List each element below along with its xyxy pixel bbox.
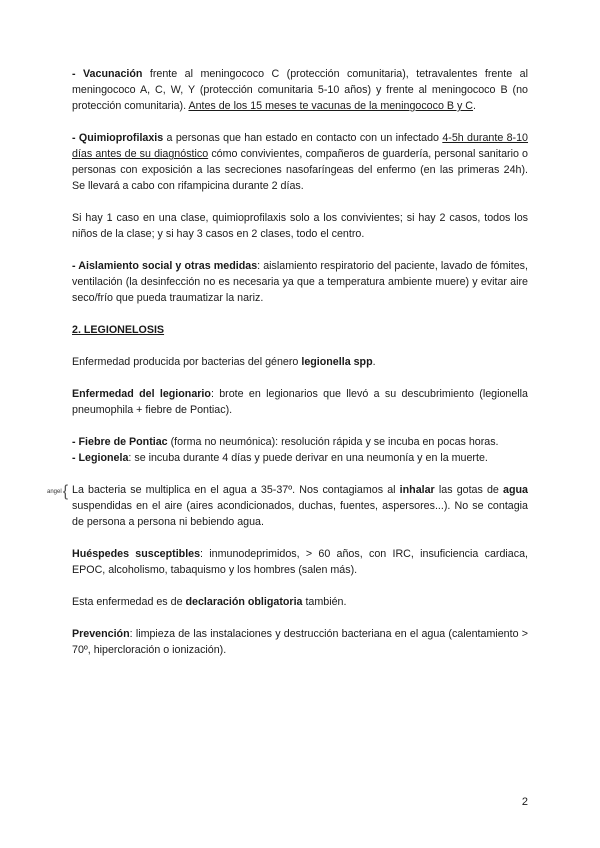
casos-paragraph: Si hay 1 caso en una clase, quimioprofilaxis solo a los convivientes; si hay 2 casos, todos los niños de la clase; y si hay 3 casos en 2 clases, todo el centro. — [72, 212, 528, 240]
pontiac-term: - Fiebre de Pontiac — [72, 436, 168, 448]
declaracion-bold: declaración obligatoria — [185, 596, 303, 608]
transmision-bold-a: inhalar — [399, 484, 435, 496]
aislamiento-paragraph — [72, 258, 528, 306]
comment-brace-icon: { — [62, 483, 69, 500]
declaracion-text: Esta enfermedad es de — [72, 596, 186, 608]
intro-end: . — [372, 356, 376, 368]
transmision-text-a: La bacteria se multiplica en el agua a 35-37º. Nos contagiamos al — [72, 484, 400, 496]
page-number: 2 — [521, 796, 528, 808]
legionario-paragraph — [72, 386, 528, 418]
declaracion-end: también. — [302, 596, 347, 608]
prevencion-term: Prevención — [72, 628, 130, 640]
vacunacion-end: . — [473, 100, 476, 112]
vacunacion-term: - Vacunación — [72, 68, 143, 80]
legionela-paragraph — [72, 450, 528, 466]
legionela-term: - Legionela — [72, 452, 129, 464]
declaracion-paragraph — [72, 594, 528, 610]
document-page — [47, 66, 529, 674]
prevencion-text: : limpieza de las instalaciones y destrucción bacteriana en el agua (calentamiento > 70º, hipercloración o ionización). — [72, 628, 528, 656]
aislamiento-text: : aislamiento respiratorio del paciente, lavado de fómites, ventilación (la desinfección no es necesaria ya que a temperatura ambiente muere) y evitar aire seco/frío que pueda traumatizar la nariz. — [72, 260, 528, 304]
transmision-bold-b: agua — [503, 484, 528, 496]
legionela-text: : se incuba durante 4 días y puede derivar en una neumonía y en la muerte. — [128, 452, 488, 464]
quimioprofilaxis-paragraph — [72, 130, 528, 194]
transmision-paragraph — [47, 482, 528, 530]
prevencion-paragraph — [72, 626, 528, 658]
quimioprofilaxis-text-a: a personas que han estado en contacto con un infectado — [163, 132, 443, 144]
legionelosis-heading: 2. LEGIONELOSIS — [72, 324, 165, 336]
legionario-term: Enfermedad del legionario — [72, 388, 211, 400]
legionelosis-intro — [72, 354, 528, 370]
huespedes-text: : inmunodeprimidos, > 60 años, con IRC, insuficiencia cardiaca, EPOC, alcoholismo, tabaquismo y los hombres (salen más). — [72, 548, 528, 576]
quimioprofilaxis-text-b: cómo convivientes, compañeros de guardería, personal sanitario o personas con exposición a las secreciones nasofaríngeas del enfermo (en las primeras 24h). Se llevará a cabo con rifampicina durante 2 días. — [72, 148, 528, 192]
vacunacion-text: frente al meningococo C (protección comunitaria), tetravalentes frente al meningococo A, C, W, Y (protección comunitaria 5-10 años) y frente al meningococo B (no protección comunitaria). — [72, 68, 528, 112]
vacunacion-underlined: Antes de los 15 meses te vacunas de la meningococo B y C — [188, 100, 474, 112]
quimioprofilaxis-term: - Quimioprofilaxis — [72, 132, 164, 144]
intro-text: Enfermedad producida por bacterias del género — [72, 356, 302, 368]
huespedes-paragraph — [72, 546, 528, 578]
legionario-text: : brote en legionarios que llevó a su descubrimiento (legionella pneumophila + fiebre de Pontiac). — [72, 388, 529, 416]
transmision-text-b: las gotas de — [434, 484, 504, 496]
vacunacion-paragraph — [72, 66, 528, 114]
huespedes-term: Huéspedes susceptibles — [72, 548, 201, 560]
margin-comment — [47, 484, 68, 500]
pontiac-text: (forma no neumónica): resolución rápida y se incuba en pocas horas. — [167, 436, 499, 448]
quimioprofilaxis-underlined: 4-5h durante 8-10 días antes de su diagnóstico — [72, 132, 529, 160]
transmision-text-c: suspendidas en el aire (aires acondicionados, duchas, fuentes, aspersores...). No se contagia de persona a persona ni bebiendo agua. — [72, 500, 528, 528]
intro-bold: legionella spp — [301, 356, 373, 368]
aislamiento-term: - Aislamiento social y otras medidas — [72, 260, 258, 272]
pontiac-paragraph — [72, 434, 528, 450]
margin-comment-label: angel — [47, 489, 62, 495]
